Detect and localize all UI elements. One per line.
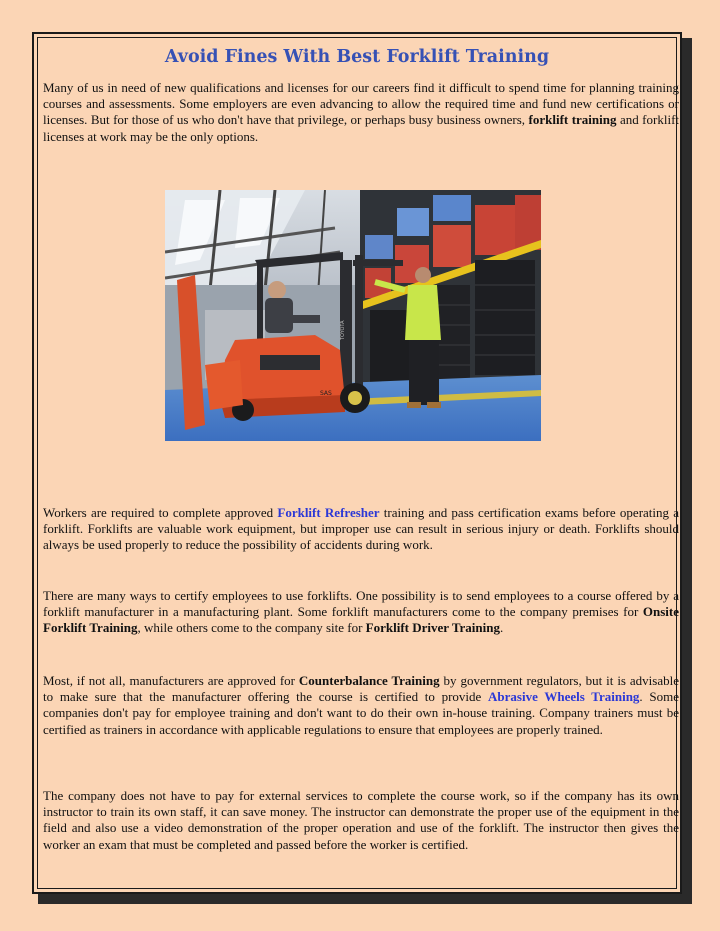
intro-paragraph bbox=[43, 80, 679, 145]
manufacturers-text-1: Most, if not all, manufacturers are approved for bbox=[43, 673, 295, 688]
forklift-photo bbox=[165, 190, 541, 441]
certify-text-1: There are many ways to certify employees to use forklifts. One possibility is to send employees to a course offered by a forklift manufacturer in a manufacturing plant. Some forklift manufacturers come to the company premises for bbox=[43, 588, 679, 620]
intro-text-end: and forklift licenses at work may be the only options. bbox=[43, 112, 680, 144]
driver-training-bold: Forklift Driver Training bbox=[365, 620, 500, 636]
refresher-text-2: training and pass certification exams before operating a forklift. Forklifts are valuable work equipment, but improper use can result in serious injury or death. Forklifts should always be used properly to reduce the possibility of accidents during work. bbox=[43, 505, 680, 553]
forklift-refresher-link[interactable]: Forklift Refresher bbox=[277, 505, 380, 520]
certify-text-3: . bbox=[500, 620, 504, 636]
instructor-text: The company does not have to pay for external services to complete the course work, so if the company has its own instructor to train its own staff, it can save money. The instructor can demonstrate the proper use of the equipment in the field and also use a video demonstration of the proper operation and use of the forklift. The instructor then gives the worker an exam that must be completed and passed before the worker is certified. bbox=[43, 788, 679, 852]
svg-text:SAS: SAS bbox=[320, 390, 332, 397]
onsite-training-bold: Onsite Forklift Training bbox=[43, 604, 679, 636]
svg-text:TOYOTA: TOYOTA bbox=[340, 320, 346, 340]
refresher-paragraph bbox=[43, 505, 679, 554]
refresher-text-1: Workers are required to complete approved bbox=[43, 505, 274, 520]
instructor-paragraph bbox=[43, 788, 679, 853]
intro-text: Many of us in need of new qualifications and licenses for our careers find it difficult to spend time for planning training courses and assessments. Some employers are even advancing to allow the required time and fund new certifications or licenses. But for those of us who don't have that privilege, or perhaps busy business owners, bbox=[43, 80, 679, 128]
manufacturers-paragraph bbox=[43, 673, 679, 738]
document-frame bbox=[32, 32, 682, 894]
forklift-training-bold: forklift training bbox=[528, 112, 617, 128]
abrasive-wheels-link[interactable]: Abrasive Wheels Training bbox=[488, 689, 640, 705]
worker-head bbox=[415, 267, 431, 283]
counterbalance-training-bold: Counterbalance Training bbox=[298, 673, 440, 688]
frame-inner-border bbox=[37, 37, 680, 889]
manufacturers-text-2: by government regulators, but it is advisable to make sure that the manufacturer offering the course is certified to provide bbox=[43, 673, 680, 705]
page-title: Avoid Fines With Best Forklift Training bbox=[164, 47, 550, 67]
driver-head bbox=[268, 281, 286, 299]
hi-vis-vest bbox=[405, 285, 441, 340]
certify-paragraph bbox=[43, 588, 679, 637]
certify-text-2: , while others come to the company site for bbox=[137, 620, 363, 636]
manufacturers-text-3: . Some companies don't pay for employee training and don't want to do their own in-house training. Company trainers must be certified as trainers in accordance with applicable regulations to ensure that employees are properly trained. bbox=[43, 689, 679, 737]
